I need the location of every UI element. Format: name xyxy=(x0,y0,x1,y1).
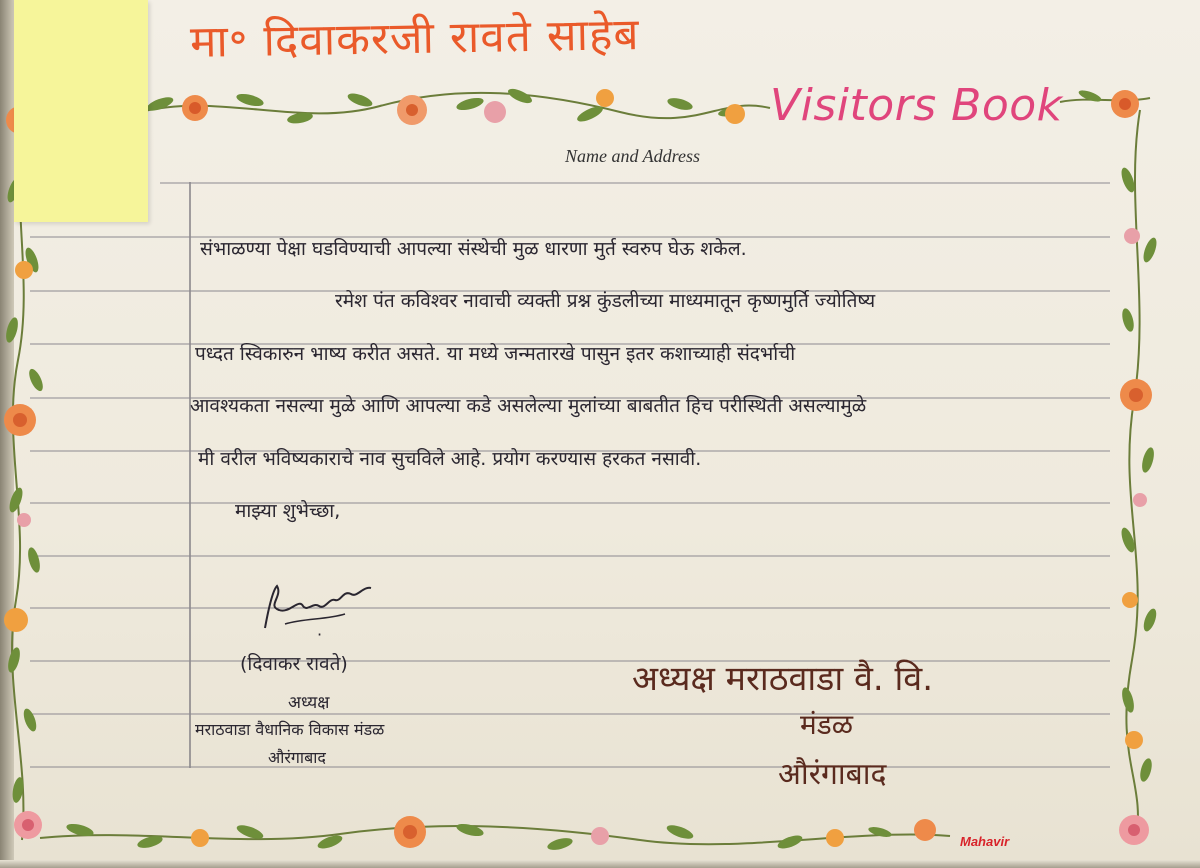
signature xyxy=(255,576,395,646)
left-vine xyxy=(12,120,24,840)
right-leaves xyxy=(1119,166,1159,783)
svg-text:·: · xyxy=(317,625,323,644)
signatory-designation: अध्यक्ष xyxy=(288,693,330,713)
signatory-name: (दिवाकर रावते) xyxy=(240,653,348,675)
signatory-organization: मराठवाडा वैधानिक विकास मंडळ xyxy=(195,720,385,739)
entry-line-4: आवश्यकता नसल्या मुळे आणि आपल्या कडे असलेल्या मुलांच्या बाबतीत हिच परीस्थिती असल्यामुळे xyxy=(190,395,867,417)
header-inscription: मा॰ दिवाकरजी रावते साहेब xyxy=(189,9,640,68)
right-vine xyxy=(1126,110,1140,840)
brand-logo: Mahavir xyxy=(960,834,1010,849)
signatory-city: औरंगाबाद xyxy=(268,748,326,767)
stamp-line-3: औरंगाबाद xyxy=(778,757,887,792)
entry-line-1: संभाळण्या पेक्षा घडविण्याची आपल्या संस्थेची मुळ धारणा मुर्त स्वरुप घेऊ शकेल. xyxy=(200,238,747,260)
entry-line-2: रमेश पंत कविश्वर नावाची व्यक्ती प्रश्न कुंडलीच्या माध्यमातून कृष्णमुर्ति ज्योतिष्य xyxy=(335,290,876,312)
book-title: Visitors Book xyxy=(770,80,1063,131)
entry-line-5: मी वरील भविष्यकाराचे नाव सुचविले आहे. प्रयोग करण्यास हरकत नसावी. xyxy=(198,448,702,470)
bottom-vine xyxy=(40,826,950,844)
entry-line-6: माझ्या शुभेच्छा, xyxy=(235,500,341,522)
stamp-line-2: मंडळ xyxy=(800,708,854,741)
column-heading: Name and Address xyxy=(565,146,700,166)
stamp-line-1: अध्यक्ष मराठवाडा वै. वि. xyxy=(632,659,934,699)
sticky-note xyxy=(14,0,148,222)
entry-line-3: पध्दत स्विकारुन भाष्य करीत असते. या मध्ये जन्मतारखे पासुन इतर कशाच्याही संदर्भाची xyxy=(195,343,796,365)
page-bottom-edge xyxy=(0,860,1200,868)
